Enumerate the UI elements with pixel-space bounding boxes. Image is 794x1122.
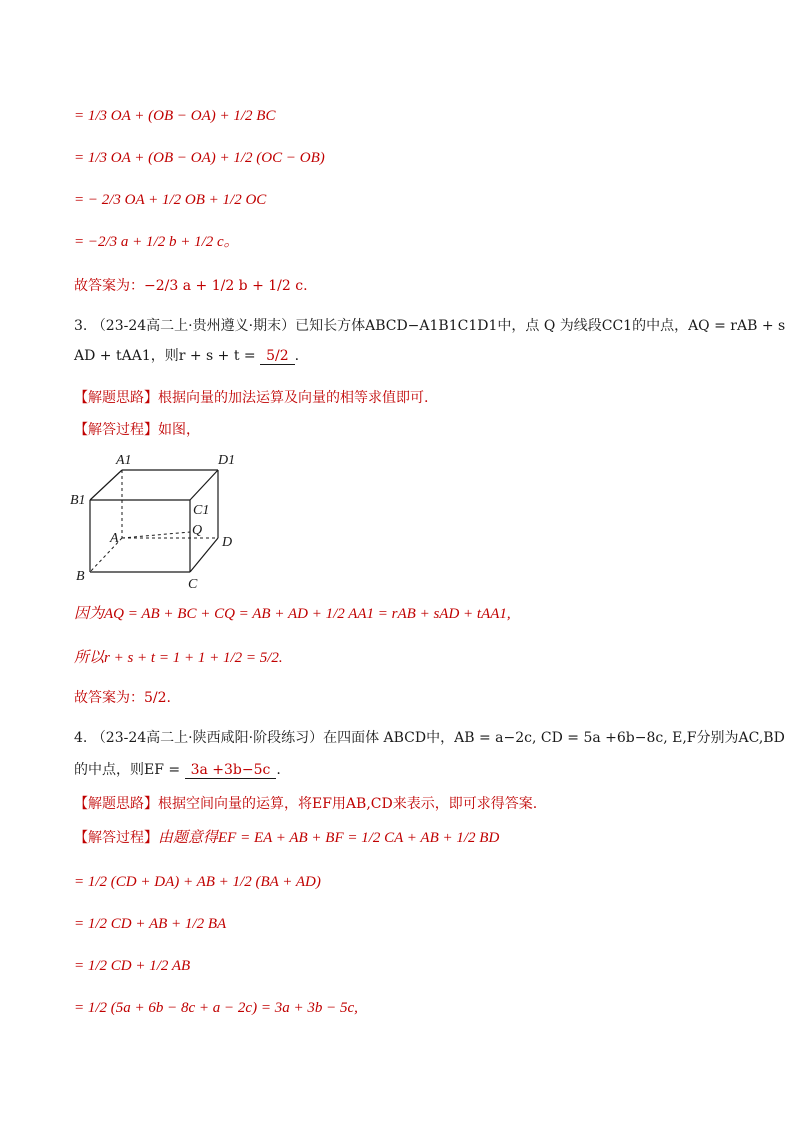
q4-step-3: = 1/2 CD + 1/2 AB: [74, 958, 191, 974]
q4-stem-line2: [74, 760, 281, 780]
q3-process-text: 如图，: [158, 422, 200, 438]
q4-stem-continued: 的中点，则EF =: [74, 762, 181, 778]
q3-source: （23-24高二上·贵州遵义·期末）: [91, 318, 296, 334]
prev-answer: 故答案为：−2/3 a + 1/2 b + 1/2 c.: [74, 278, 308, 294]
q4-process-label: 【解答过程】: [74, 830, 158, 846]
edge-c1d1: [190, 470, 218, 500]
q3-number: 3.: [74, 318, 88, 334]
prev-step-1: = 1/3 OA + (OB − OA) + 1/2 BC: [74, 108, 276, 124]
prev-step-4: = −2/3 a + 1/2 b + 1/2 c。: [74, 234, 239, 250]
q4-stem-end: .: [276, 762, 281, 778]
label-a: A: [110, 531, 119, 546]
q3-work-2: 所以r + s + t = 1 + 1 + 1/2 = 5/2.: [74, 650, 283, 666]
q4-stem-text: 在四面体 ABCD中，AB = a−2c, CD = 5a +6b−8c, E,F分别为AC,BD: [323, 730, 785, 746]
q4-step-4: = 1/2 (5a + 6b − 8c + a − 2c) = 3a + 3b − 5c,: [74, 1000, 358, 1016]
edge-aq-hidden: [122, 532, 190, 538]
label-b: B: [76, 569, 85, 584]
prev-step-3: = − 2/3 OA + 1/2 OB + 1/2 OC: [74, 192, 267, 208]
q4-source: （23-24高二上·陕西咸阳·阶段练习）: [91, 730, 324, 746]
label-d1: D1: [218, 453, 236, 468]
q3-process: [74, 420, 200, 440]
q3-process-label: 【解答过程】: [74, 422, 158, 438]
q4-process: [74, 828, 499, 848]
label-c1: C1: [193, 503, 210, 518]
cuboid-figure: [70, 448, 250, 590]
q3-stem-end: .: [294, 348, 300, 364]
label-c: C: [188, 577, 198, 590]
q3-hint-label: 【解题思路】: [74, 390, 158, 406]
prev-step-2: = 1/3 OA + (OB − OA) + 1/2 (OC − OB): [74, 150, 325, 166]
label-a1: A1: [116, 453, 132, 468]
q3-final-answer: 故答案为：5/2.: [74, 690, 171, 706]
q3-hint-text: 根据向量的加法运算及向量的相等求值即可.: [158, 390, 429, 406]
label-b1: B1: [70, 493, 86, 508]
label-d: D: [222, 535, 233, 550]
q4-number: 4.: [74, 730, 88, 746]
q4-hint-label: 【解题思路】: [74, 796, 158, 812]
q4-step-1: = 1/2 (CD + DA) + AB + 1/2 (BA + AD): [74, 874, 321, 890]
q4-process-text: 由题意得EF = EA + AB + BF = 1/2 CA + AB + 1/2 BD: [158, 830, 500, 846]
q3-answer-blank: 5/2: [260, 348, 295, 365]
q4-stem-line1: [74, 728, 785, 748]
q3-stem-text: 已知长方体ABCD−A1B1C1D1中，点 Q 为线段CC1的中点，AQ = rAB + s: [295, 318, 786, 334]
q3-work-1: 因为AQ = AB + BC + CQ = AB + AD + 1/2 AA1 = rAB + sAD + tAA1,: [74, 606, 511, 622]
q4-answer-blank: 3a +3b−5c: [185, 762, 277, 779]
q3-stem-line1: [74, 316, 785, 336]
q4-hint-text: 根据空间向量的运算，将EF用AB,CD来表示，即可求得答案.: [158, 796, 538, 812]
q4-step-2: = 1/2 CD + AB + 1/2 BA: [74, 916, 227, 932]
q3-hint: [74, 388, 428, 408]
q3-stem-continued: AD + tAA1，则r + s + t =: [74, 348, 256, 364]
q3-stem-line2: [74, 346, 299, 366]
edge-cd: [190, 538, 218, 572]
q4-hint: [74, 794, 537, 814]
label-q: Q: [192, 523, 203, 538]
edge-b1a1: [90, 470, 122, 500]
